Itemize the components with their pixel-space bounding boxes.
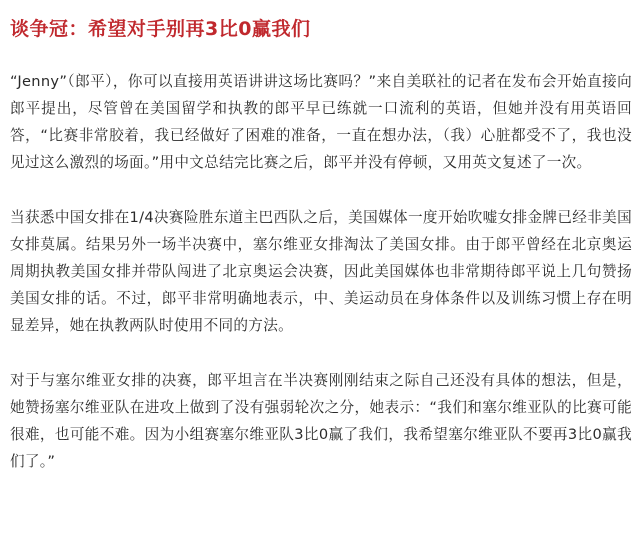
article-paragraph-2: 当获悉中国女排在1/4决赛险胜东道主巴西队之后，美国媒体一度开始吹嘘女排金牌已经非美国女排莫属。结果另外一场半决赛中，塞尔维亚女排淘汰了美国女排。由于郎平曾经在北京奥运周期执教美国女排并带队闯进了北京奥运会决赛，因此美国媒体也非常期待郎平说上几句赞扬美国女排的话。不过，郎平非常明确地表示，中、美运动员在身体条件以及训练习惯上存在明显差异，她在执教两队时使用不同的方法。 (10, 209, 632, 334)
article-paragraph-1: “Jenny”（郎平），你可以直接用英语讲讲这场比赛吗？”来自美联社的记者在发布会开始直接向郎平提出，尽管曾在美国留学和执教的郎平早已练就一口流利的英语，但她并没有用英语回答，“比赛非常胶着，我已经做好了困难的准备，一直在想办法，（我）心脏都受不了，我也没见过这么激烈的场面。”用中文总结完比赛之后，郎平并没有停顿，又用英文复述了一次。 (10, 73, 632, 171)
article-headline: 谈争冠：希望对手别再3比0赢我们 (10, 18, 311, 40)
article-body (10, 68, 632, 475)
article-paragraph-3: 对于与塞尔维亚女排的决赛，郎平坦言在半决赛刚刚结束之际自己还没有具体的想法，但是，她赞扬塞尔维亚队在进攻上做到了没有强弱轮次之分，她表示：“我们和塞尔维亚队的比赛可能很难，也可能不难。因为小组赛塞尔维亚队3比0赢了我们，我希望塞尔维亚队不要再3比0赢我们了。” (10, 372, 632, 470)
